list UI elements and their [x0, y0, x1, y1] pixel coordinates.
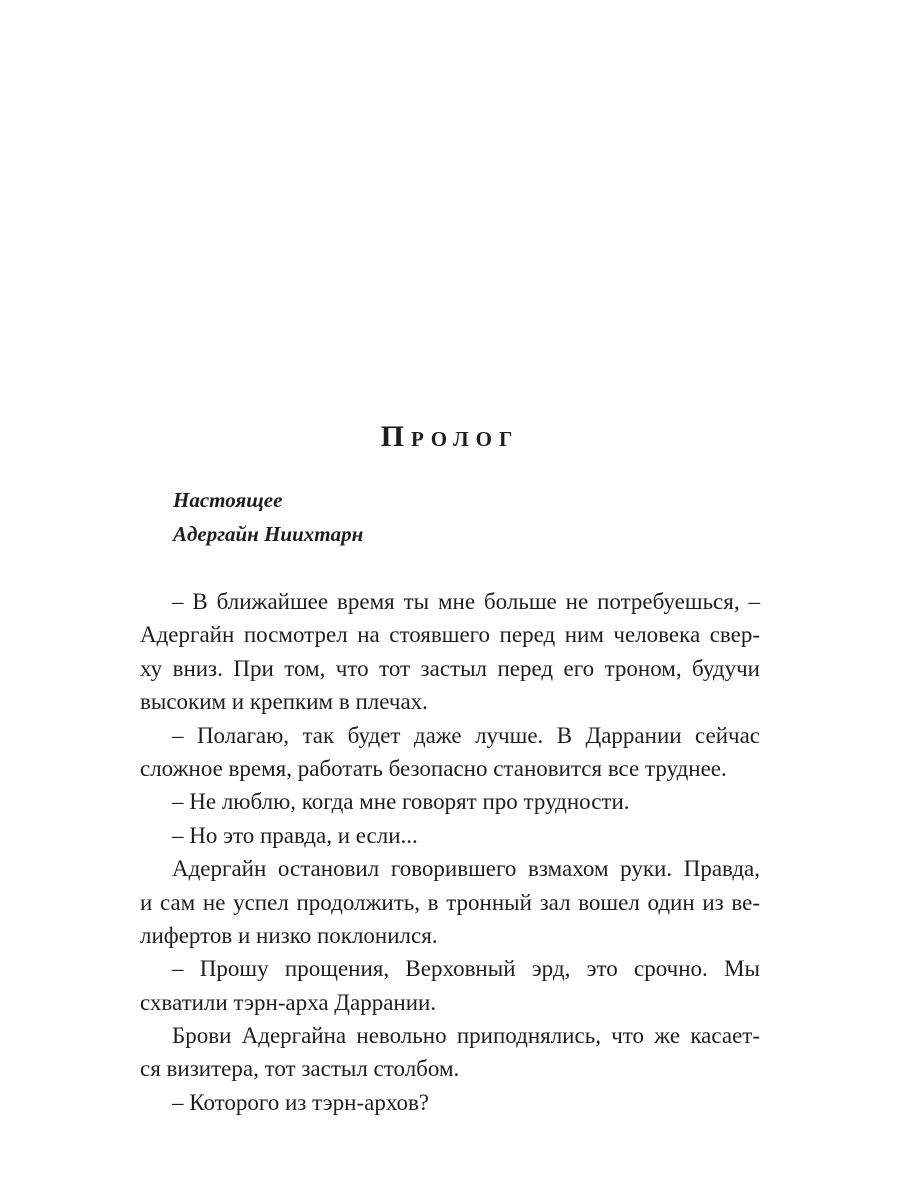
subtitle-character: Адергайн Ниихтарн	[173, 522, 364, 546]
chapter-title: Пролог	[380, 420, 520, 453]
text-line: ху вниз. При том, что тот застыл перед его троном, будучи	[140, 655, 760, 681]
text-line: Адергайн остановил говорившего взмахом руки. Правда,	[172, 856, 760, 882]
text-line: – Прошу прощения, Верховный эрд, это срочно. Мы	[172, 956, 760, 982]
text-line: лифертов и низко поклонился.	[140, 922, 438, 948]
prologue-text	[140, 585, 760, 1119]
subtitle-time: Настоящее	[173, 488, 283, 512]
text-line: – Полагаю, так будет даже лучше. В Даррании сейчас	[172, 722, 760, 748]
text-line: – Но это правда, и если...	[172, 822, 418, 848]
text-line: высоким и крепким в плечах.	[140, 689, 428, 715]
text-line: Адергайн посмотрел на стоявшего перед ним человека свер-	[140, 622, 760, 648]
text-line: – В ближайшее время ты мне больше не потребуешься, –	[172, 589, 760, 614]
text-line: и сам не успел продолжить, в тронный зал вошел один из ве-	[140, 889, 760, 915]
text-line: схватили тэрн-арха Даррании.	[140, 989, 437, 1015]
text-line: – Которого из тэрн-архов?	[172, 1089, 430, 1115]
text-line: сложное время, работать безопасно становится все труднее.	[140, 755, 727, 781]
text-line: Брови Адергайна невольно приподнялись, что же касает-	[172, 1023, 760, 1049]
text-line: ся визитера, тот застыл столбом.	[140, 1056, 460, 1082]
text-line: – Не люблю, когда мне говорят про трудности.	[172, 789, 630, 815]
